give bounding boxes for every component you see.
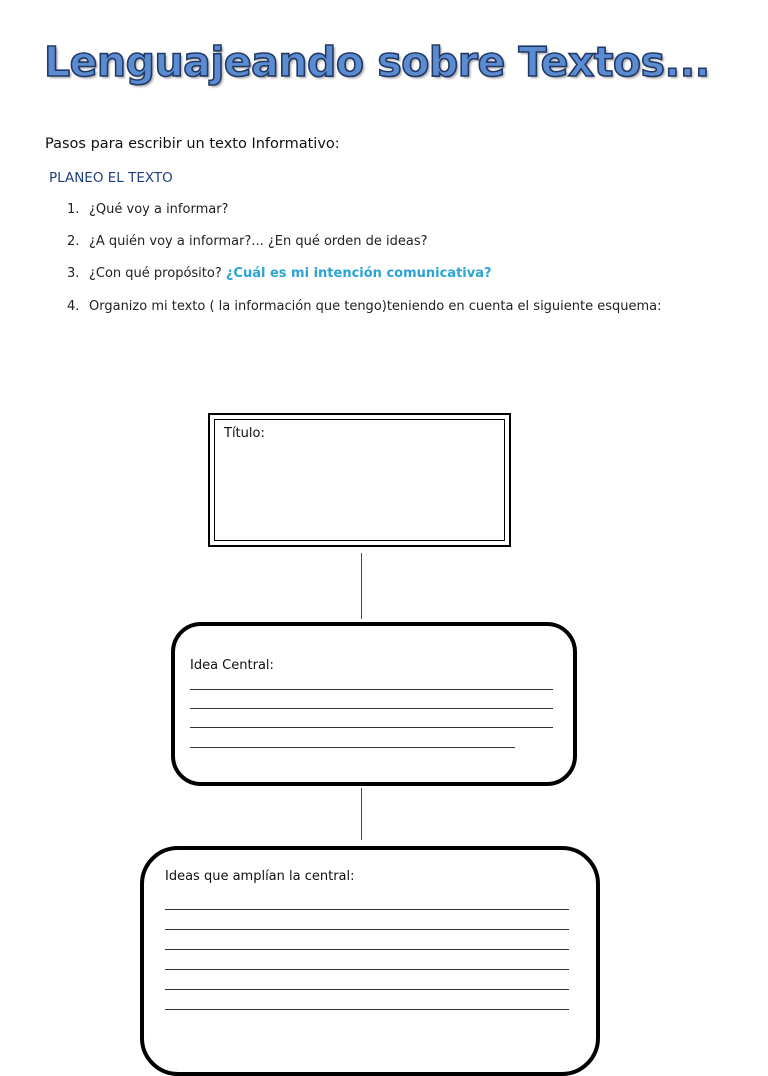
connector-line (361, 788, 362, 840)
connector-line (361, 553, 362, 619)
writing-line (165, 909, 569, 910)
step-accent-text: ¿Cuál es mi intención comunicativa? (225, 266, 492, 281)
writing-line (190, 689, 553, 690)
central-idea-box (171, 622, 577, 786)
title-box-label: Título: (224, 426, 265, 441)
step-number: 1. (67, 202, 80, 217)
writing-line (165, 989, 569, 990)
step-item (67, 299, 662, 314)
title-box-inner-border (214, 419, 505, 541)
page-title: Lenguajeando sobre Textos... (44, 38, 710, 86)
writing-line (190, 708, 553, 709)
step-item (67, 202, 228, 217)
step-text: Organizo mi texto ( la información que tengo)teniendo en cuenta el siguiente esquema: (89, 299, 662, 314)
section-heading: PLANEO EL TEXTO (49, 170, 173, 186)
step-text: ¿Qué voy a informar? (89, 202, 229, 217)
step-number: 4. (67, 299, 80, 314)
subtitle: Pasos para escribir un texto Informativo: (45, 136, 340, 152)
central-idea-label: Idea Central: (190, 658, 274, 673)
writing-line (165, 929, 569, 930)
step-number: 2. (67, 234, 80, 249)
writing-line (165, 949, 569, 950)
writing-line (190, 727, 553, 728)
step-item (67, 266, 492, 281)
writing-line (165, 969, 569, 970)
title-box (208, 413, 511, 547)
writing-line (190, 747, 515, 748)
writing-line (165, 1009, 569, 1010)
step-text: ¿A quién voy a informar?... ¿En qué orden de ideas? (89, 234, 428, 249)
step-number: 3. (67, 266, 80, 281)
supporting-ideas-label: Ideas que amplían la central: (165, 869, 355, 884)
step-text: ¿Con qué propósito? (89, 266, 226, 281)
supporting-ideas-box (140, 846, 600, 1076)
step-item (67, 234, 428, 249)
